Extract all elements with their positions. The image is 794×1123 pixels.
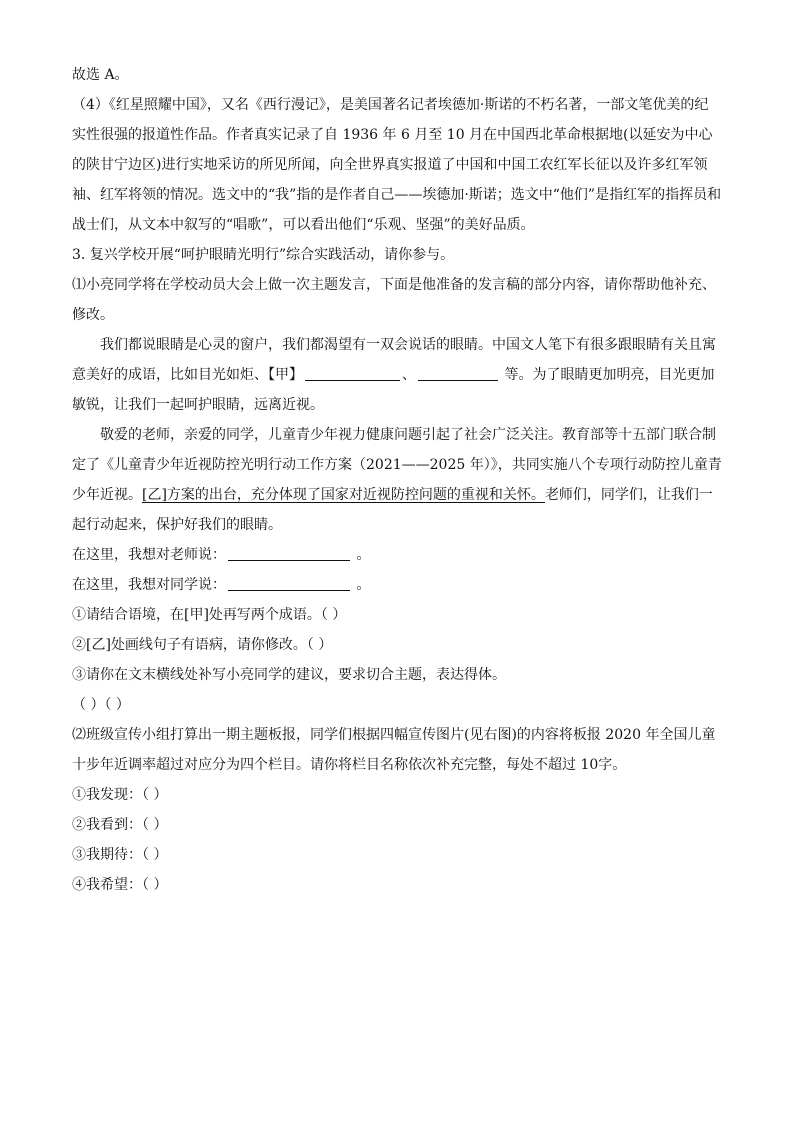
speech-paragraph-1-text-a: 我们都说眼睛是心灵的窗户，我们都渴望有一双会说话的眼睛。中国文人笔下有很多跟眼睛有关且寓意美好的成语，比如目光如炬、【甲】 <box>72 337 716 383</box>
task-3-answer-brackets: （ ）（ ） <box>72 697 130 713</box>
column-3-i-expect: ③我期待：（ ） <box>72 847 168 863</box>
blank-jia-1[interactable] <box>305 364 400 381</box>
column-1-i-found: ①我发现：（ ） <box>72 787 168 803</box>
say-to-teacher-line <box>72 540 722 570</box>
period: 。 <box>352 547 371 563</box>
question-3-title: 3. 复兴学校开展“呵护眼睛光明行”综合实践活动，请你参与。 <box>72 247 455 263</box>
blank-separator: 、 <box>402 367 416 383</box>
speech-paragraph-2-text-a: 敬爱的老师，亲爱的同学，儿童青少年视力健康问题引起了社会广泛关注。教育部等十五部门联合制定了《儿童青少年近视防控光明行动工作方案（2021——2025 年）》，共同实施八个专项行动防控儿童青少年近视。 <box>72 427 722 503</box>
answer-paragraph-4: （4）《红星照耀中国》，又名《西行漫记》，是美国著名记者埃德加·斯诺的不朽名著，一部文笔优美的纪实性很强的报道性作品。作者真实记录了自 1936 年 6 月至 10 月在中国西北革命根据地(以延安为中心的陕甘宁边区)进行实地采访的所见所闻，向全世界真实报道了中国和中国工农红军长征以及许多红军领袖、红军将领的情况。选文中的“我”指的是作者自己——埃德加·斯诺；选文中“他们”是指红军的指挥员和战士们，从文本中叙写的“唱歌”，可以看出他们“乐观、坚强”的美好品质。 <box>72 97 722 233</box>
question-3-1-intro: ⑴小亮同学将在学校动员大会上做一次主题发言，下面是他准备的发言稿的部分内容，请你帮助他补充、修改。 <box>72 277 716 323</box>
column-4-i-hope: ④我希望：（ ） <box>72 877 168 893</box>
answer-line: 故选 A。 <box>72 67 129 83</box>
blank-jia-2[interactable] <box>418 364 498 381</box>
speech-paragraph-2-text-b: 老师们，同学们，让我们一起行动起来，保护好我们的眼睛。 <box>72 487 713 533</box>
teacher-suggestion-blank[interactable] <box>228 544 350 561</box>
students-suggestion-blank[interactable] <box>228 574 350 591</box>
speech-paragraph-1 <box>72 330 722 420</box>
say-to-teacher-label: 在这里，我想对老师说： <box>72 547 226 563</box>
say-to-students-label: 在这里，我想对同学说： <box>72 577 226 593</box>
task-1: ①请结合语境，在[甲]处再写两个成语。（ ） <box>72 607 347 623</box>
underlined-sentence-yi: [乙]方案的出台，充分体现了国家对近视防控问题的重视和关怀。 <box>142 487 545 503</box>
task-2: ②[乙]处画线句子有语病，请你修改。（ ） <box>72 637 333 653</box>
speech-paragraph-1-text-b: 等。为了眼睛更加明亮，目光更加敏锐，让我们一起呵护眼睛，远离近视。 <box>72 367 715 413</box>
period: 。 <box>352 577 371 593</box>
speech-paragraph-2 <box>72 420 722 540</box>
say-to-students-line <box>72 570 722 600</box>
document-page <box>72 60 722 900</box>
question-3-2-intro: ⑵班级宣传小组打算出一期主题板报，同学们根据四幅宣传图片(见右图)的内容将板报 2020 年全国儿童十步年近调率超过对应分为四个栏目。请你将栏目名称依次补充完整，每处不超过 10字。 <box>72 727 716 773</box>
column-2-i-saw: ②我看到：（ ） <box>72 817 168 833</box>
task-3: ③请你在文末横线处补写小亮同学的建议，要求切合主题，表达得体。 <box>72 667 506 683</box>
